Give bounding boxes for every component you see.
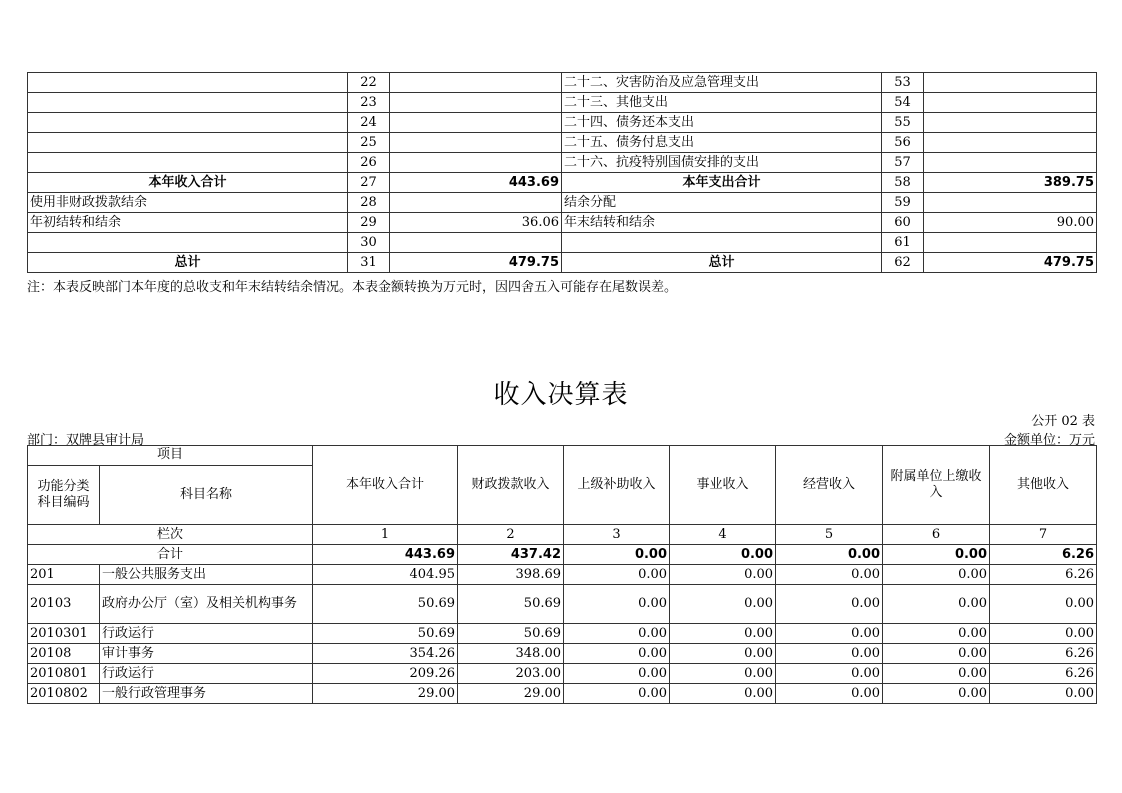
subject-name: 行政运行 — [100, 664, 313, 684]
header-item: 项目 — [28, 446, 313, 466]
income-row-number: 28 — [348, 193, 390, 213]
expense-item-label: 结余分配 — [562, 193, 882, 213]
income-table — [27, 445, 1097, 704]
amount-cell: 0.00 — [883, 624, 990, 644]
table-row — [28, 565, 1097, 585]
amount-cell: 0.00 — [990, 585, 1097, 624]
expense-item-label: 总计 — [562, 253, 882, 273]
header-col-business: 事业收入 — [670, 446, 776, 525]
header-col-affiliated: 附属单位上缴收入 — [883, 446, 990, 525]
amount-cell: 0.00 — [670, 565, 776, 585]
subject-code: 2010801 — [28, 664, 100, 684]
col-no: 2 — [458, 525, 564, 545]
income-row-number: 24 — [348, 113, 390, 133]
income-row-number: 26 — [348, 153, 390, 173]
summary-row — [28, 113, 1097, 133]
subject-name: 政府办公厅（室）及相关机构事务 — [100, 585, 313, 624]
income-amount — [390, 133, 562, 153]
expense-amount — [924, 73, 1097, 93]
expense-item-label: 二十三、其他支出 — [562, 93, 882, 113]
col-no: 5 — [776, 525, 883, 545]
total-value: 437.42 — [458, 545, 564, 565]
expense-item-label: 年末结转和结余 — [562, 213, 882, 233]
income-row-number: 31 — [348, 253, 390, 273]
summary-row — [28, 133, 1097, 153]
income-item-label — [28, 233, 348, 253]
expense-row-number: 59 — [882, 193, 924, 213]
expense-row-number: 55 — [882, 113, 924, 133]
table-row — [28, 684, 1097, 704]
amount-cell: 0.00 — [776, 585, 883, 624]
amount-cell: 398.69 — [458, 565, 564, 585]
col-no: 4 — [670, 525, 776, 545]
amount-cell: 0.00 — [564, 565, 670, 585]
subject-code: 2010802 — [28, 684, 100, 704]
expense-amount: 90.00 — [924, 213, 1097, 233]
income-row-number: 23 — [348, 93, 390, 113]
income-amount: 479.75 — [390, 253, 562, 273]
summary-row — [28, 233, 1097, 253]
col-no-label: 栏次 — [28, 525, 313, 545]
expense-row-number: 61 — [882, 233, 924, 253]
unit-label: 金额单位：万元 — [1003, 433, 1095, 448]
expense-row-number: 54 — [882, 93, 924, 113]
subject-name: 一般公共服务支出 — [100, 565, 313, 585]
summary-table — [27, 72, 1097, 273]
income-row-number: 27 — [348, 173, 390, 193]
summary-row — [28, 153, 1097, 173]
amount-cell: 0.00 — [883, 684, 990, 704]
expense-amount — [924, 233, 1097, 253]
page-title: 收入决算表 — [493, 380, 629, 410]
amount-cell: 29.00 — [458, 684, 564, 704]
expense-row-number: 62 — [882, 253, 924, 273]
amount-cell: 0.00 — [990, 684, 1097, 704]
total-value: 0.00 — [670, 545, 776, 565]
amount-cell: 0.00 — [883, 664, 990, 684]
amount-cell: 0.00 — [883, 644, 990, 664]
income-item-label: 使用非财政拨款结余 — [28, 193, 348, 213]
expense-amount — [924, 133, 1097, 153]
summary-row — [28, 93, 1097, 113]
income-amount — [390, 93, 562, 113]
amount-cell: 0.00 — [564, 664, 670, 684]
amount-cell: 6.26 — [990, 644, 1097, 664]
amount-cell: 0.00 — [776, 684, 883, 704]
table-row — [28, 585, 1097, 624]
amount-cell: 0.00 — [670, 644, 776, 664]
summary-row — [28, 193, 1097, 213]
expense-item-label: 本年支出合计 — [562, 173, 882, 193]
subject-name: 行政运行 — [100, 624, 313, 644]
amount-cell: 0.00 — [564, 644, 670, 664]
header-name: 科目名称 — [100, 466, 313, 525]
amount-cell: 203.00 — [458, 664, 564, 684]
amount-cell: 0.00 — [883, 565, 990, 585]
total-row — [28, 545, 1097, 565]
total-value: 0.00 — [883, 545, 990, 565]
amount-cell: 348.00 — [458, 644, 564, 664]
header-col-fiscal: 财政拨款收入 — [458, 446, 564, 525]
income-amount — [390, 153, 562, 173]
table-row — [28, 664, 1097, 684]
expense-row-number: 56 — [882, 133, 924, 153]
subject-name: 审计事务 — [100, 644, 313, 664]
amount-cell: 0.00 — [670, 585, 776, 624]
expense-row-number: 58 — [882, 173, 924, 193]
header-col-superior: 上级补助收入 — [564, 446, 670, 525]
expense-amount — [924, 193, 1097, 213]
header-code: 功能分类科目编码 — [28, 466, 100, 525]
amount-cell: 50.69 — [313, 624, 458, 644]
amount-cell: 0.00 — [776, 565, 883, 585]
summary-row — [28, 173, 1097, 193]
income-row-number: 29 — [348, 213, 390, 233]
amount-cell: 404.95 — [313, 565, 458, 585]
subject-name: 一般行政管理事务 — [100, 684, 313, 704]
header-col-operating: 经营收入 — [776, 446, 883, 525]
header-col-total: 本年收入合计 — [313, 446, 458, 525]
subject-code: 20108 — [28, 644, 100, 664]
total-value: 0.00 — [776, 545, 883, 565]
header-col-other: 其他收入 — [990, 446, 1097, 525]
amount-cell: 50.69 — [458, 585, 564, 624]
amount-cell: 0.00 — [670, 684, 776, 704]
expense-row-number: 60 — [882, 213, 924, 233]
amount-cell: 50.69 — [313, 585, 458, 624]
total-label: 合计 — [28, 545, 313, 565]
expense-amount: 389.75 — [924, 173, 1097, 193]
income-row-number: 25 — [348, 133, 390, 153]
income-row-number: 30 — [348, 233, 390, 253]
total-value: 6.26 — [990, 545, 1097, 565]
amount-cell: 0.00 — [776, 664, 883, 684]
subject-code: 2010301 — [28, 624, 100, 644]
income-item-label — [28, 93, 348, 113]
expense-item-label — [562, 233, 882, 253]
income-amount: 443.69 — [390, 173, 562, 193]
expense-amount — [924, 93, 1097, 113]
table-row — [28, 644, 1097, 664]
income-amount — [390, 73, 562, 93]
amount-cell: 354.26 — [313, 644, 458, 664]
amount-cell: 0.00 — [776, 644, 883, 664]
amount-cell: 50.69 — [458, 624, 564, 644]
expense-item-label: 二十四、债务还本支出 — [562, 113, 882, 133]
amount-cell: 0.00 — [670, 624, 776, 644]
income-item-label — [28, 153, 348, 173]
summary-row — [28, 213, 1097, 233]
summary-row — [28, 253, 1097, 273]
income-item-label — [28, 133, 348, 153]
col-no: 1 — [313, 525, 458, 545]
expense-item-label: 二十五、债务付息支出 — [562, 133, 882, 153]
expense-row-number: 57 — [882, 153, 924, 173]
amount-cell: 0.00 — [564, 684, 670, 704]
total-value: 443.69 — [313, 545, 458, 565]
income-item-label: 本年收入合计 — [28, 173, 348, 193]
expense-item-label: 二十六、抗疫特别国债安排的支出 — [562, 153, 882, 173]
expense-amount — [924, 153, 1097, 173]
expense-amount: 479.75 — [924, 253, 1097, 273]
income-item-label: 总计 — [28, 253, 348, 273]
amount-cell: 0.00 — [564, 624, 670, 644]
col-no: 7 — [990, 525, 1097, 545]
col-no: 6 — [883, 525, 990, 545]
subject-code: 20103 — [28, 585, 100, 624]
amount-cell: 0.00 — [990, 624, 1097, 644]
amount-cell: 209.26 — [313, 664, 458, 684]
summary-row — [28, 73, 1097, 93]
amount-cell: 6.26 — [990, 565, 1097, 585]
table-row — [28, 624, 1097, 644]
expense-amount — [924, 113, 1097, 133]
col-no: 3 — [564, 525, 670, 545]
amount-cell: 0.00 — [883, 585, 990, 624]
income-item-label: 年初结转和结余 — [28, 213, 348, 233]
summary-note: 注：本表反映部门本年度的总收支和年末结转结余情况。本表金额转换为万元时，因四舍五入可能存在尾数误差。 — [27, 280, 678, 295]
subject-code: 201 — [28, 565, 100, 585]
department-label: 部门：双牌县审计局 — [27, 433, 145, 448]
income-item-label — [28, 73, 348, 93]
table-code: 公开 02 表 — [1031, 414, 1095, 429]
amount-cell: 0.00 — [776, 624, 883, 644]
income-amount — [390, 113, 562, 133]
total-value: 0.00 — [564, 545, 670, 565]
income-row-number: 22 — [348, 73, 390, 93]
income-amount — [390, 193, 562, 213]
income-amount: 36.06 — [390, 213, 562, 233]
amount-cell: 29.00 — [313, 684, 458, 704]
income-item-label — [28, 113, 348, 133]
income-amount — [390, 233, 562, 253]
expense-row-number: 53 — [882, 73, 924, 93]
amount-cell: 6.26 — [990, 664, 1097, 684]
amount-cell: 0.00 — [564, 585, 670, 624]
expense-item-label: 二十二、灾害防治及应急管理支出 — [562, 73, 882, 93]
amount-cell: 0.00 — [670, 664, 776, 684]
